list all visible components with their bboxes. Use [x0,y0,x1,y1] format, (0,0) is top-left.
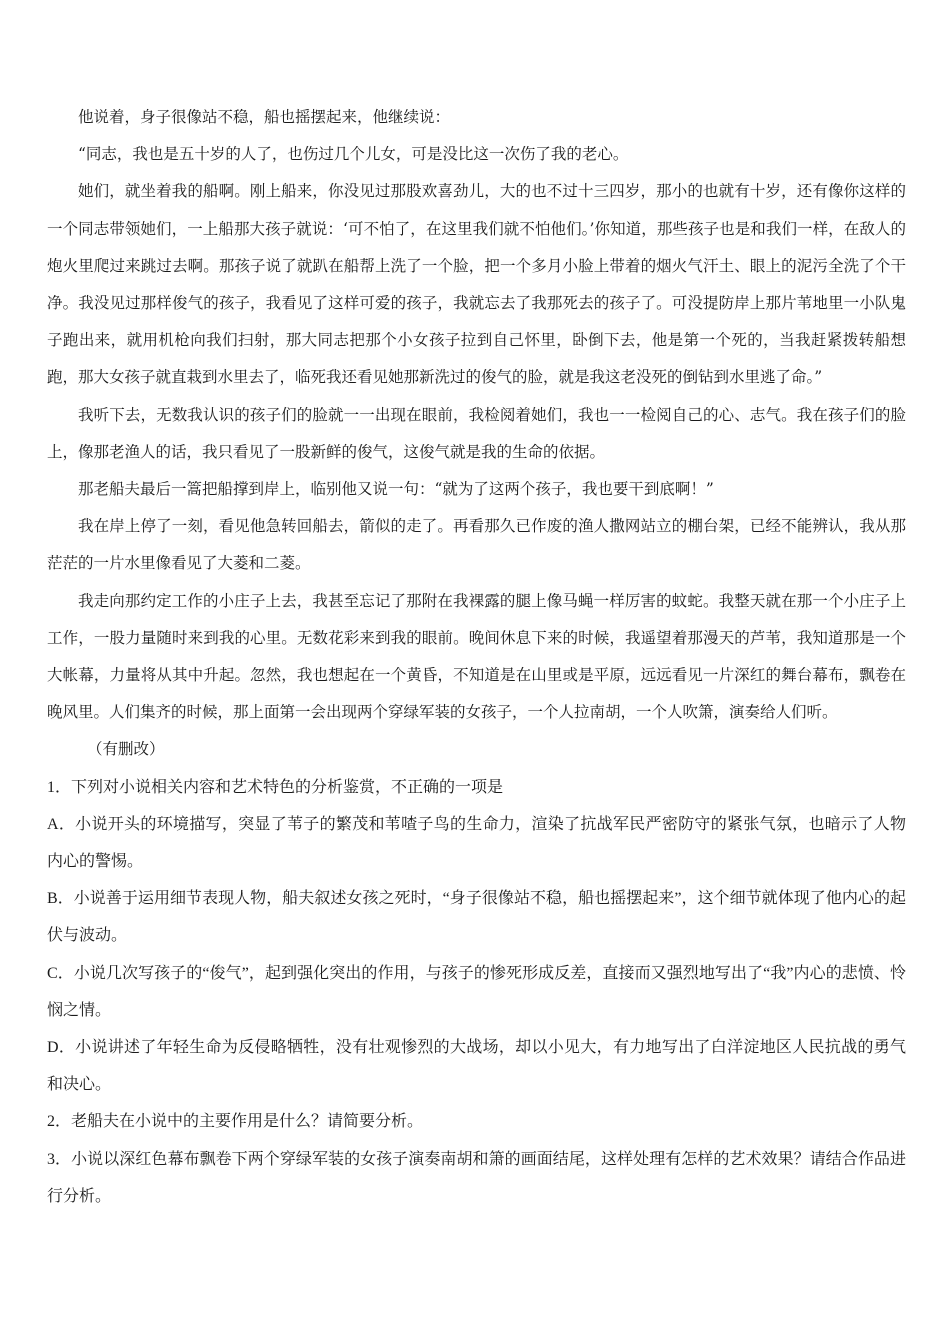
question-1-stem: 1．下列对小说相关内容和艺术特色的分析鉴赏，不正确的一项是 [47,778,504,796]
passage-paragraph: 他说着，身子很像站不稳，船也摇摆起来，他继续说： [78,108,451,126]
passage-paragraph: 我听下去，无数我认识的孩子们的脸就一一出现在眼前，我检阅着她们，我也一一检阅自己的心、志气。我在孩子们的脸上，像那老渔人的话，我只看见了一股新鲜的俊气，这俊气就是我的生命的依据。 [47,405,906,461]
questions-section [47,769,906,1215]
question-1-option-a: A．小说开头的环境描写，突显了苇子的繁茂和苇喳子鸟的生命力，渲染了抗战军民严密防守的紧张气氛，也暗示了人物内心的警惕。 [47,815,906,871]
question-2: 2．老船夫在小说中的主要作用是什么？请简要分析。 [47,1113,424,1131]
question-3: 3．小说以深红色幕布飘卷下两个穿绿军装的女孩子演奏南胡和箫的画面结尾，这样处理有怎样的艺术效果？请结合作品进行分析。 [47,1150,906,1205]
passage-paragraph: 她们，就坐着我的船啊。刚上船来，你没见过那股欢喜劲儿，大的也不过十三四岁，那小的也就有十岁，还有像你这样的一个同志带领她们，一上船那大孩子就说：‘可不怕了，在这里我们就不怕他们。’你知道，那些孩子也是和我们一样，在敌人的炮火里爬过来跳过去啊。那孩子说了就趴在船帮上洗了一个脸，把一个多月小脸上带着的烟火气汗土、眼上的泥污全洗了个干净。我没见过那样俊气的孩子，我看见了这样可爱的孩子，我就忘去了我那死去的孩子了。可没提防岸上那片苇地里一小队鬼子跑出来，就用机枪向我们扫射，那大同志把那个小女孩子拉到自己怀里，卧倒下去，他是第一个死的，当我赶紧拨转船想跑，那大女孩子就直栽到水里去了，临死我还看见她那新洗过的俊气的脸，就是我这老没死的倒钻到水里逃了命。” [47,182,906,387]
passage-paragraph: 那老船夫最后一篙把船撑到岸上，临别他又说一句：“就为了这两个孩子，我也要干到底啊！” [78,480,714,499]
passage-paragraph: “同志，我也是五十岁的人了，也伤过几个儿女，可是没比这一次伤了我的老心。 [78,145,629,164]
question-1-option-d: D．小说讲述了年轻生命为反侵略牺牲，没有壮观惨烈的大战场，却以小见大，有力地写出了白洋淀地区人民抗战的勇气和决心。 [47,1039,906,1094]
passage-paragraph: 我走向那约定工作的小庄子上去，我甚至忘记了那附在我裸露的腿上像马蝇一样厉害的蚊蛇。我整天就在那一个小庄子上工作，一股力量随时来到我的心里。无数花彩来到我的眼前。晚间休息下来的时候，我遥望着那漫天的芦苇，我知道那是一个大帐幕，力量将从其中升起。忽然，我也想起在一个黄昏，不知道是在山里或是平原，远远看见一片深红的舞台幕布，飘卷在晚风里。人们集齐的时候，那上面第一会出现两个穿绿军装的女孩子，一个人拉南胡，一个人吹箫，演奏给人们听。 [47,591,906,722]
question-1-option-c: C．小说几次写孩子的“俊气”，起到强化突出的作用，与孩子的惨死形成反差，直接而又强烈地写出了“我”内心的悲愤、怜悯之情。 [47,964,906,1019]
question-1-option-b: B．小说善于运用细节表现人物，船夫叙述女孩之死时，“身子很像站不稳，船也摇摆起来”，这个细节就体现了他内心的起伏与波动。 [47,890,906,945]
abridged-note: （有删改） [87,741,165,759]
story-passage [47,99,906,731]
passage-paragraph: 我在岸上停了一刻，看见他急转回船去，箭似的走了。再看那久已作废的渔人撒网站立的棚台架，已经不能辨认，我从那茫茫的一片水里像看见了大菱和二菱。 [47,517,906,573]
